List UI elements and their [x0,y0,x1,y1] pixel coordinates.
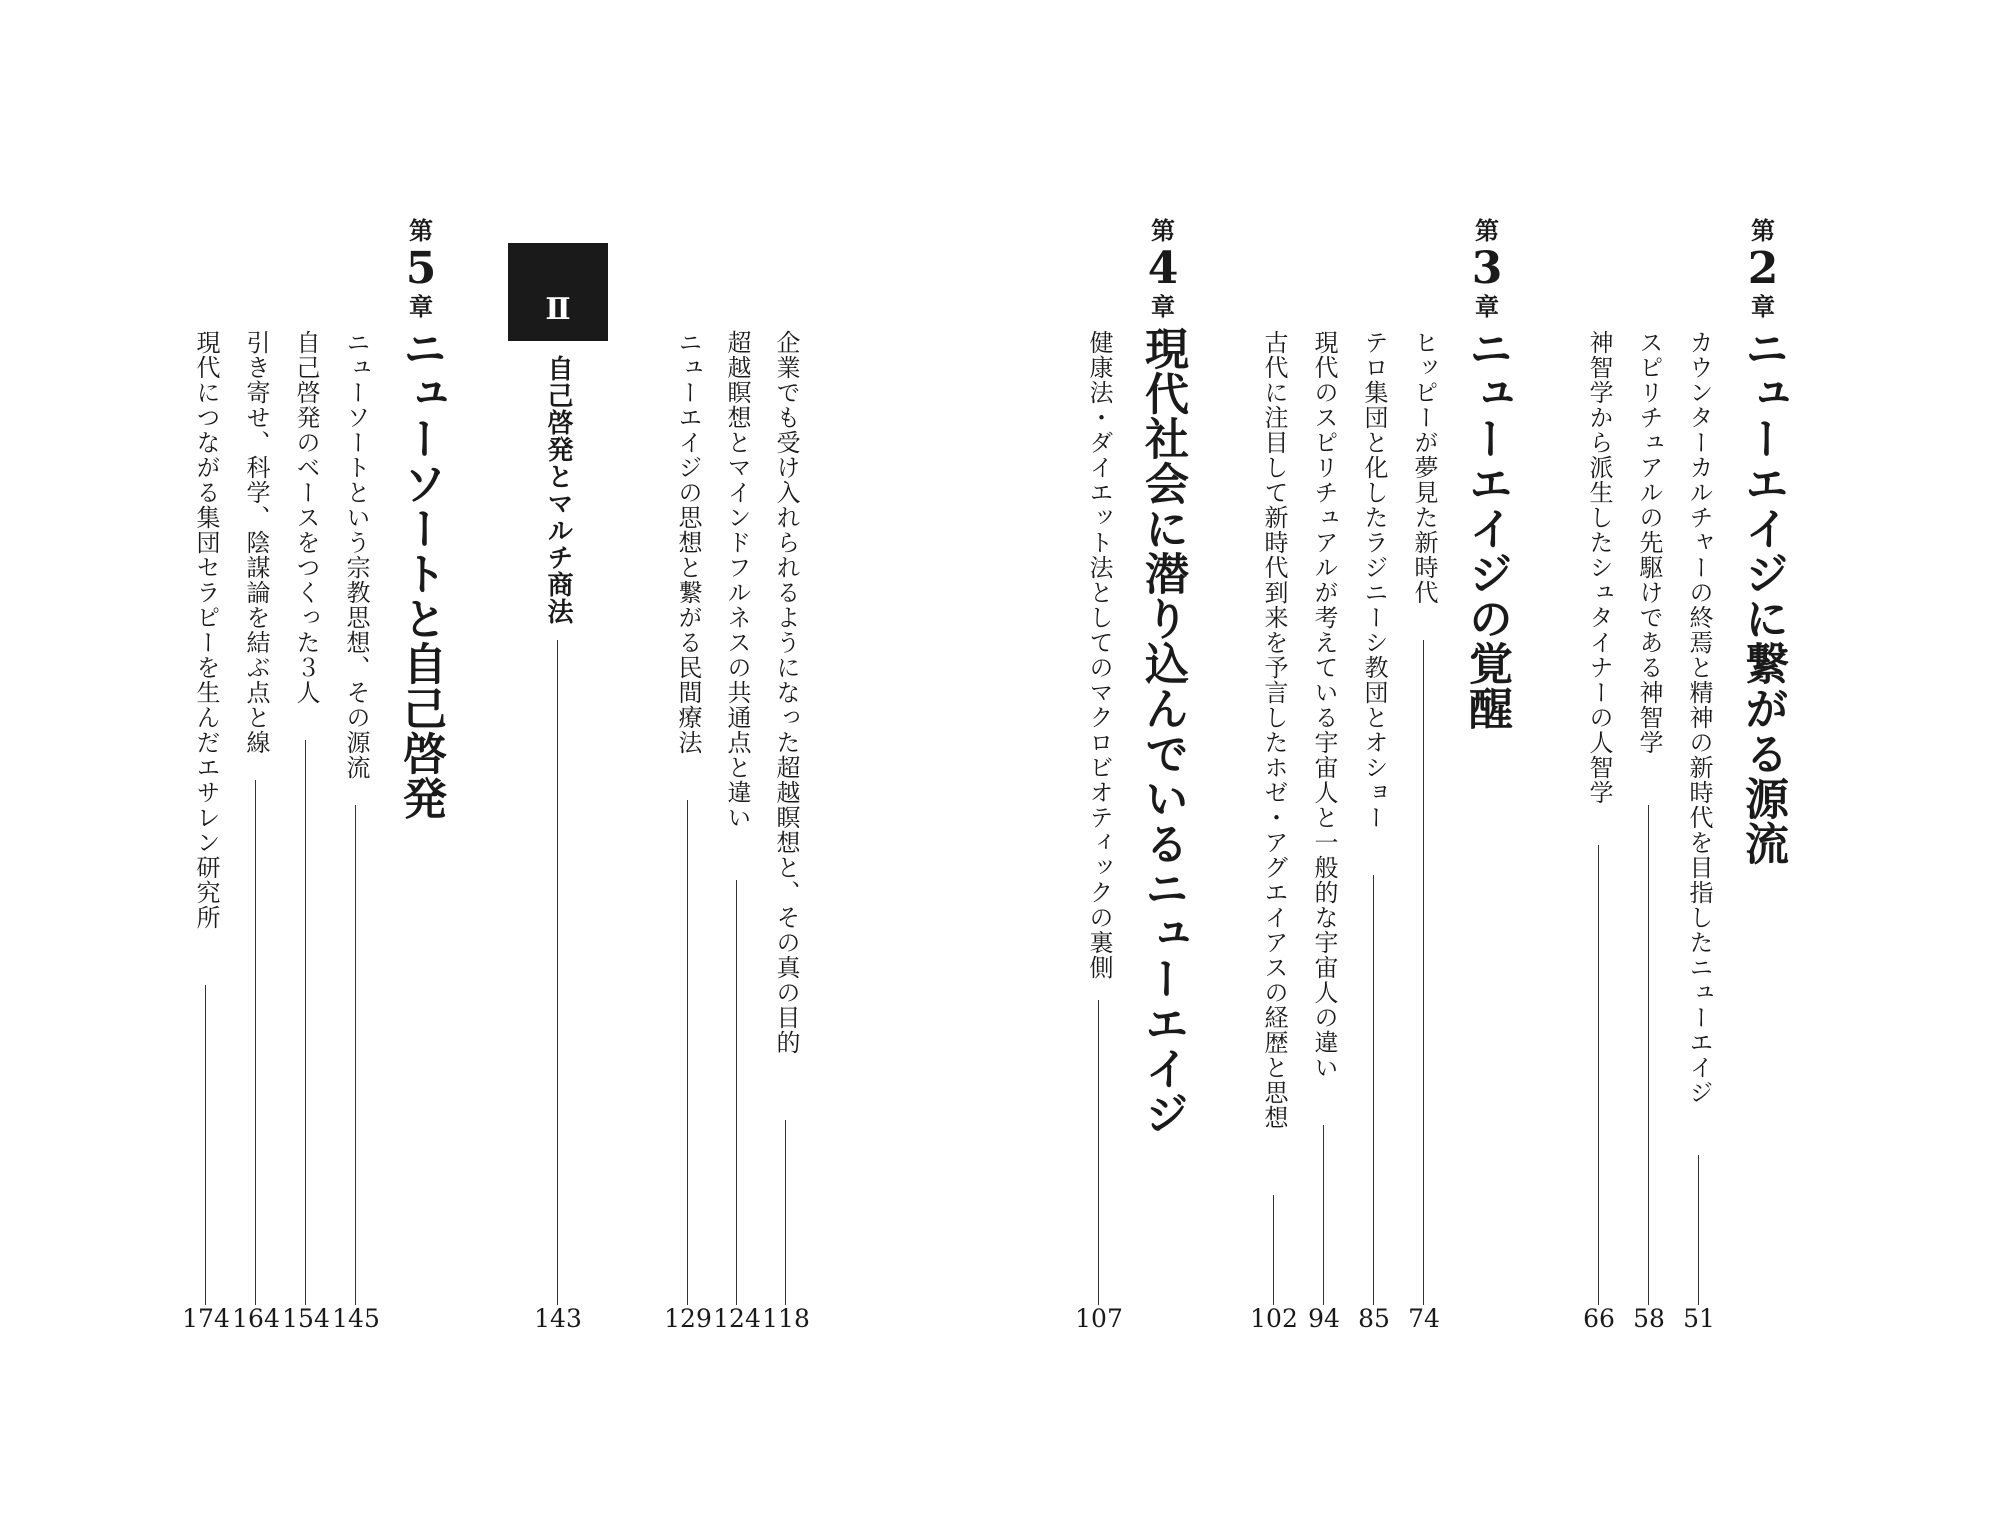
page-number: 51 [1683,1304,1715,1333]
part-title: 自己啓発とマルチ商法 [543,355,573,625]
chapter-3-title: ニューエイジの覚醒 [1461,326,1512,731]
toc-entry-text: 現代につながる集団セラピーを生んだエサレン研究所 [192,330,220,930]
page-number: 143 [534,1304,582,1333]
chapter-label-dai: 第 [409,216,433,245]
toc-entry-text: ニューソートという宗教思想、その源流 [342,330,370,780]
page-number: 154 [282,1304,330,1333]
chapter-label-dai: 第 [1475,216,1499,245]
leader-line [1098,1000,1099,1305]
toc-entry-text: 現代のスピリチュアルが考えている宇宙人と一般的な宇宙人の違い [1310,330,1338,1080]
chapter-number: 3 [1471,243,1503,294]
page-number: 58 [1633,1304,1665,1333]
leader-line [355,805,356,1305]
leader-line [1323,1125,1324,1305]
leader-line [557,640,558,1305]
chapter-label-sho: 章 [1751,292,1775,321]
toc-entry-text: カウンターカルチャーの終焉と精神の新時代を目指したニューエイジ [1685,330,1713,1105]
toc-entry-text: ヒッピーが夢見た新時代 [1410,330,1438,605]
leader-line [687,800,688,1305]
toc-entry-text: 神智学から派生したシュタイナーの人智学 [1585,330,1613,805]
part-label-box [508,243,608,341]
chapter-number: 4 [1147,243,1179,294]
leader-line [1698,1155,1699,1305]
chapter-number: 2 [1747,243,1779,294]
toc-entry-text: 古代に注目して新時代到来を予言したホゼ・アグエイアスの経歴と思想 [1260,330,1288,1130]
chapter-4-heading [1138,218,1188,320]
leader-line [305,740,306,1305]
chapter-5-heading [396,218,446,320]
page-number: 145 [332,1304,380,1333]
leader-line [1373,875,1374,1305]
toc-entry-text: テロ集団と化したラジニーシ教団とオショー [1360,330,1388,830]
leader-line [205,985,206,1305]
chapter-number: 5 [405,243,437,294]
chapter-4-title: 現代社会に潜り込んでいるニューエイジ [1137,326,1188,1136]
chapter-2-heading [1738,218,1788,320]
toc-entry-text: ニューエイジの思想と繋がる民間療法 [674,330,702,755]
leader-line [785,1120,786,1305]
page-number: 66 [1583,1304,1615,1333]
page-number: 129 [664,1304,712,1333]
leader-line [1423,640,1424,1305]
chapter-label-sho: 章 [1475,292,1499,321]
toc-entry-text: スピリチュアルの先駆けである神智学 [1635,330,1663,755]
leader-line [1648,805,1649,1305]
page-number: 74 [1408,1304,1440,1333]
page-number: 107 [1075,1304,1123,1333]
leader-line [736,880,737,1305]
chapter-label-dai: 第 [1151,216,1175,245]
chapter-2-title: ニューエイジに繋がる源流 [1737,326,1788,866]
toc-entry-text: 自己啓発のベースをつくった３人 [292,330,320,705]
chapter-label-dai: 第 [1751,216,1775,245]
page-number: 124 [713,1304,761,1333]
page-number: 85 [1358,1304,1390,1333]
chapter-label-sho: 章 [1151,292,1175,321]
toc-entry-text: 超越瞑想とマインドフルネスの共通点と違い [723,330,751,830]
chapter-3-heading [1462,218,1512,320]
page-number: 102 [1250,1304,1298,1333]
leader-line [255,780,256,1305]
page-number: 94 [1308,1304,1340,1333]
page-number: 174 [182,1304,230,1333]
page-number: 164 [232,1304,280,1333]
toc-entry-text: 健康法・ダイエット法としてのマクロビオティックの裏側 [1085,330,1113,980]
toc-entry-text: 企業でも受け入れられるようになった超越瞑想と、その真の目的 [772,330,800,1055]
page-number: 118 [762,1304,810,1333]
part-numeral: Ⅱ [545,292,571,327]
leader-line [1273,1195,1274,1305]
chapter-5-title: ニューソートと自己啓発 [395,326,446,821]
chapter-label-sho: 章 [409,292,433,321]
leader-line [1598,845,1599,1305]
toc-entry-text: 引き寄せ、科学、陰謀論を結ぶ点と線 [242,330,270,755]
